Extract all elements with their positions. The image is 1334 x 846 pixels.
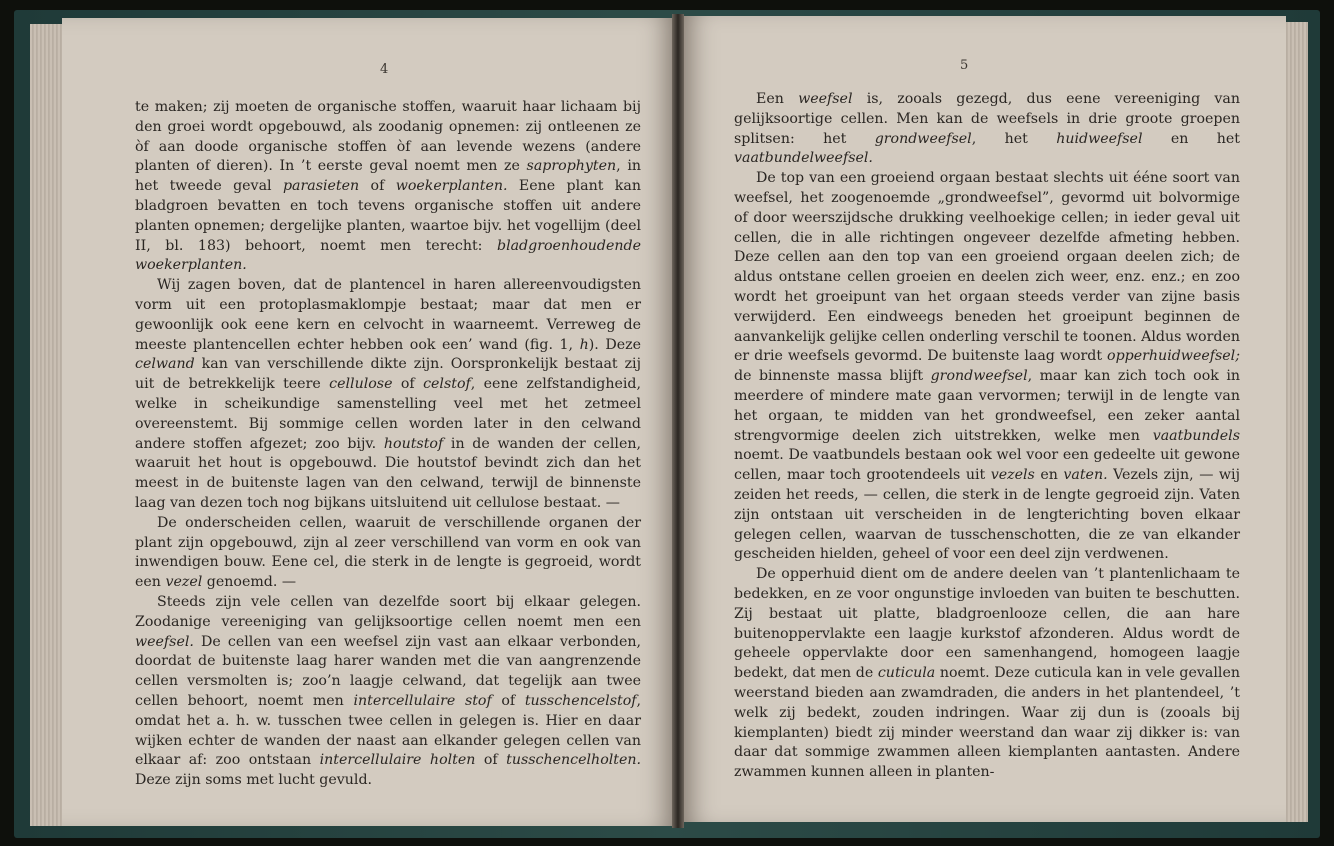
paragraph — [135, 276, 646, 514]
paragraph — [734, 565, 1245, 783]
italic-term: saprophyten — [526, 158, 617, 175]
text-run: Deze zijn soms met lucht gevuld. — [135, 752, 646, 789]
text-run: De cellen van een weefsel zijn vast aan elkaar verbonden, doordat de buitenste laag harer wanden met die van aangrenzende cellen versmolten is; zoo’n laagje celwand, dat tegelijk aan twee cellen behoort, noemt men — [135, 633, 646, 709]
text-run: De opperhuid dient om de andere deelen van ’t plantenlichaam te bedekken, en ze voor ongunstige invloeden van buiten te beschutten. Zij bestaat uit platte, bladgroenlooze cellen, die aan hare buitenoppervlakte een laagje kurkstof afzonderen. Aldus wordt de geheele oppervlakte door een samenhangend, homogeen laagje bedekt, dat men de — [734, 566, 1245, 682]
italic-term: vaatbundels — [1152, 427, 1240, 444]
text-run: , in het tweede geval — [135, 158, 646, 195]
italic-term: weefsel — [798, 91, 853, 107]
left-page — [62, 18, 675, 826]
page-body-text — [135, 98, 646, 791]
text-run: De top van een groeiend orgaan bestaat slechts uit ééne soort van weefsel, het zoogenoemde „grondweefsel”, gevormd uit bolvormige of door weerszijdsche drukking veelhoekige cellen; in ieder geval uit cellen, die in alle richtingen ongeveer dezelfde afmeting hebben. Deze cellen aan den top van een groeiend orgaan deelen zich; de aldus ontstane cellen groeien en deelen zich weer, enz. enz.; en zoo wordt het groeipunt van het orgaan steeds verder van zijne basis verwijderd. Een eindweegs beneden het groeipunt beginnen de aanvankelijk gelijke cellen onderling verschil te toonen. Aldus worden er drie weefsels gevormd. De buitenste laag wordt — [734, 170, 1245, 365]
italic-term: celwand — [135, 356, 195, 373]
text-run: Eene plant kan bladgroen bevatten en toch tevens organische stoffen uit andere planten opnemen; dergelijke planten, waartoe bijv. het vogellijm (deel II, bl. 183) behoort, noemt men terecht: — [135, 178, 646, 254]
text-run: Vezels zijn, — wij zeiden het reeds, — cellen, die sterk in de lengte gegroeid zijn. Vaten zijn ontstaan uit verscheiden in de lengterichting boven elkaar gelegen cellen, waarvan de tusschenschotten, die ze van elkander gescheiden hielden, geheel of voor een deel zijn verdwenen. — [734, 467, 1245, 563]
text-run: en het — [1142, 130, 1245, 147]
text-run: noemt. De vaatbundels bestaan ook wel voor een gedeelte uit gewone cellen, maar toch grootendeels uit — [734, 427, 1245, 484]
text-run: , maar kan zich toch ook in meerdere of mindere mate gaan vervormen; terwijl in de lengte van het orgaan, te midden van het grondweefsel, een zeker aantal strengvormige deelen zich uitstrekken, welke men — [734, 368, 1245, 444]
paragraph — [135, 514, 646, 593]
italic-term: parasieten — [282, 178, 360, 195]
text-run: of — [491, 692, 525, 709]
text-run: of — [475, 752, 507, 769]
italic-term: intercellulaire holten — [319, 752, 476, 769]
text-run: en — [1034, 467, 1064, 484]
italic-term: cuticula — [877, 665, 936, 682]
paragraph — [135, 98, 646, 276]
right-page — [682, 16, 1286, 822]
italic-term: houtstof — [383, 435, 444, 452]
text-run: ). Deze — [588, 336, 646, 353]
text-run: de binnenste massa blijft — [734, 348, 1245, 385]
text-run: Een — [756, 91, 799, 107]
italic-term: vezel — [165, 574, 203, 591]
text-run: genoemd. — — [202, 574, 297, 591]
page-number: 5 — [960, 58, 969, 73]
text-run: kan van verschillende dikte zijn. Oorspronkelijk bestaat zij uit de betrekkelijk teere — [135, 356, 646, 393]
italic-term: cellulose — [329, 376, 393, 393]
text-run: , eene zelfstandigheid, welke in scheikundige samenstelling veel met het zetmeel overeenstemt. Bij sommige cellen worden later in den celwand andere stoffen afgezet; zoo bijv. — [135, 376, 646, 452]
book-gutter — [672, 14, 684, 828]
italic-term: opperhuidweefsel; — [1107, 348, 1240, 365]
italic-term: tusschencelholten. — [506, 752, 642, 769]
text-run: noemt. Deze cuticula kan in vele gevallen weerstand bieden aan zwamdraden, die anders in het plantendeel, ’t welk zij bedekt, zouden indringen. Waar zij dun is (zooals bij kiemplanten) biedt zij minder weerstand dan waar zij dikker is: van daar dat sommige zwammen alleen kiemplanten aantasten. Andere zwammen kunnen alleen in planten- — [734, 665, 1245, 781]
italic-term: tusschencelstof — [524, 692, 637, 709]
text-run: De onderscheiden cellen, waaruit de verschillende organen der plant zijn opgebouwd, zijn al zeer verschillend van vorm en ook van inwendigen bouw. Eene cel, die sterk in de lengte is gegroeid, wordt een — [135, 514, 646, 591]
italic-term: vaten. — [1063, 467, 1108, 484]
paragraph — [734, 169, 1245, 565]
italic-term: bladgroenhoudende woekerplanten. — [135, 237, 646, 274]
italic-term: grondweefsel — [930, 368, 1028, 385]
text-run: , het — [971, 130, 1057, 147]
text-run: Steeds zijn vele cellen van dezelfde soort bij elkaar gelegen. Zoodanige vereeniging van gelijksoortige cellen noemt men een — [135, 593, 646, 630]
paragraph — [135, 593, 646, 791]
text-run: in de wanden der cellen, waaruit het hout is opgebouwd. Die houtstof bevindt zich dan het meest in de buitenste lagen van den celwand, terwijl de binnenste laag van dezen toch nog bijkans uitsluitend uit cellulose bestaat. — — [135, 435, 646, 511]
page-edges-right — [1284, 22, 1308, 822]
page-number: 4 — [380, 62, 389, 77]
italic-term: grondweefsel — [874, 130, 972, 147]
italic-term: woekerplanten. — [395, 178, 508, 195]
text-run: , omdat het a. h. w. tusschen twee cellen in gelegen is. Hier en daar wijken echter de wanden der naast aan elkander gelegen cellen van elkaar af: zoo ontstaan — [135, 692, 646, 769]
italic-term: vaatbundelweefsel. — [734, 150, 873, 167]
italic-term: huidweefsel — [1056, 130, 1143, 147]
text-run: of — [359, 178, 396, 195]
italic-term: celstof — [423, 376, 471, 393]
page-body-text — [734, 90, 1245, 783]
paragraph — [734, 90, 1245, 169]
text-run: Wij zagen boven, dat de plantencel in haren allereenvoudigsten vorm uit een protoplasmaklompje bestaat; maar dat men er gewoonlijk ook eene kern en celvocht in waarneemt. Verreweg de meeste plantencellen echter hebben ook een’ wand (fig. 1, — [135, 277, 646, 353]
text-run: is, zooals gezegd, dus eene vereeniging van gelijksoortige cellen. Men kan de weefsels in drie groote groepen splitsen: het — [734, 91, 1245, 147]
italic-term: weefsel. — [135, 633, 194, 650]
italic-term: vezels — [990, 467, 1035, 484]
italic-term: h — [579, 336, 589, 353]
italic-term: intercellulaire stof — [353, 692, 492, 709]
text-run: of — [392, 376, 424, 393]
text-run: te maken; zij moeten de organische stoffen, waaruit haar lichaam bij den groei wordt opgebouwd, als zoodanig opnemen: zij ontleenen ze òf aan doode organische stoffen òf aan levende wezens (andere planten of dieren). In ’t eerste geval noemt men ze — [135, 99, 646, 175]
